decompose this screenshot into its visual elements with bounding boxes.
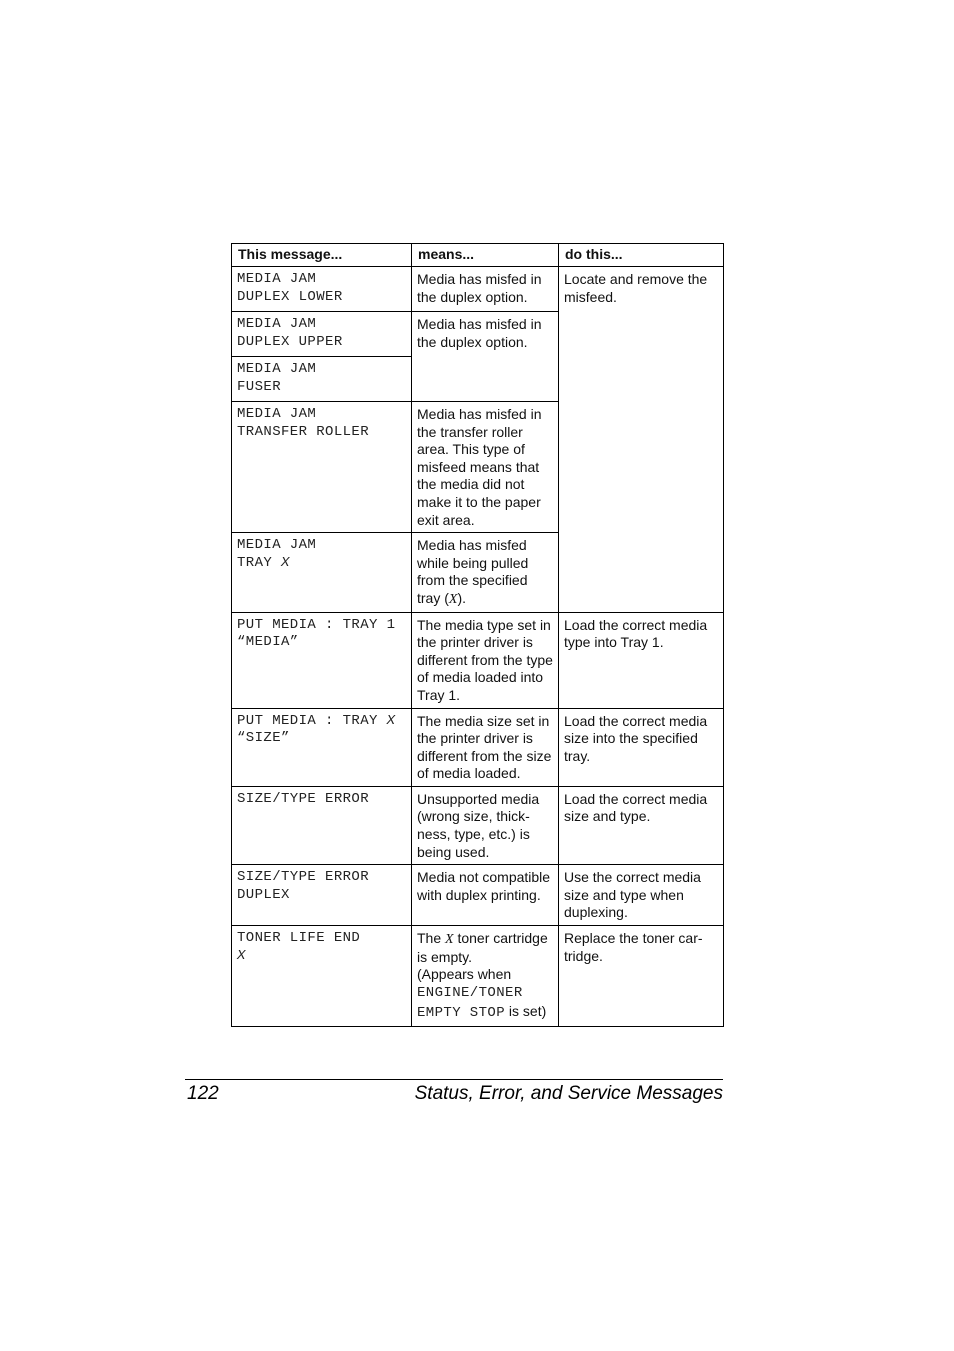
message-line: SIZE/TYPE ERROR [237,790,370,807]
header-message: This message... [232,244,412,267]
message-cell [232,865,412,926]
means-text: The [417,930,446,947]
message-line: MEDIA JAM [237,406,317,422]
table-row [232,926,724,1027]
message-cell [232,786,412,864]
message-line: MEDIA JAM [237,537,317,554]
means-cell: Media has misfed in the transfer roller area. This type of misfeed means that the media did not make it to the paper exit area. [412,402,559,533]
message-line: TONER LIFE END [237,930,361,947]
table-row [232,267,724,312]
section-title: Status, Error, and Service Messages [414,1083,723,1104]
message-line: “SIZE” [237,730,290,747]
means-cell: Unsupported media (wrong size, thick-ness, type, etc.) is being used. [412,786,559,864]
means-text: ). [457,589,467,606]
footer-rule [185,1079,723,1080]
setting-name: EMPTY STOP [417,1004,506,1021]
means-cell: Media has misfed in the duplex option. [412,267,559,312]
table-row [232,612,724,708]
message-line: DUPLEX [237,886,290,903]
message-line: “MEDIA” [237,634,299,651]
message-line: TRANSFER ROLLER [237,423,370,440]
table-row [232,708,724,786]
status-message-table [231,243,724,1027]
means-cell [412,926,559,1027]
message-cell [232,267,412,312]
means-cell [412,533,559,612]
action-cell: Replace the toner car-tridge. [559,926,724,1027]
message-text: PUT MEDIA : TRAY [237,712,387,729]
message-line [237,555,407,573]
means-text: (Appears when [417,966,512,983]
message-line: MEDIA JAM [237,316,317,332]
message-line: PUT MEDIA : TRAY 1 [237,616,396,633]
message-cell [232,926,412,1027]
message-cell [232,612,412,708]
variable-x: X [448,591,458,607]
header-action: do this... [559,244,724,267]
means-text: toner cartridge is empty. [417,930,548,965]
variable-x: X [386,712,396,729]
message-line: DUPLEX UPPER [237,333,343,350]
message-cell [232,402,412,533]
message-line: MEDIA JAM [237,271,317,287]
means-cell: The media type set in the printer driver is different from the type of media loaded into Tray 1. [412,612,559,708]
variable-x: X [445,932,454,948]
message-line [237,713,407,731]
means-text: is set) [505,1002,547,1019]
action-cell: Load the correct media type into Tray 1. [559,612,724,708]
header-means: means... [412,244,559,267]
message-cell [232,312,412,357]
message-cell [232,357,412,402]
message-line: SIZE/TYPE ERROR [237,869,370,886]
setting-name: ENGINE/TONER [417,984,523,1001]
page-number: 122 [187,1083,219,1104]
message-cell [232,533,412,612]
means-text: Media has misfed while being pulled from the specified tray ( [417,537,529,606]
message-cell [232,708,412,786]
message-line: FUSER [237,378,282,395]
message-text: TRAY [237,554,282,571]
variable-x: X [281,554,290,571]
message-line: MEDIA JAM [237,361,317,377]
variable-x: X [237,947,246,964]
action-cell: Load the correct media size into the specified tray. [559,708,724,786]
means-cell: Media has misfed in the duplex option. [412,312,559,402]
action-cell: Use the correct media size and type when duplexing. [559,865,724,926]
means-cell: The media size set in the printer driver is different from the size of media loaded. [412,708,559,786]
table-row [232,865,724,926]
message-line: DUPLEX LOWER [237,288,343,305]
table-header-row [232,244,724,267]
table-row [232,786,724,864]
action-cell: Load the correct media size and type. [559,786,724,864]
means-cell: Media not compatible with duplex printing. [412,865,559,926]
action-cell: Locate and remove the misfeed. [559,267,724,613]
